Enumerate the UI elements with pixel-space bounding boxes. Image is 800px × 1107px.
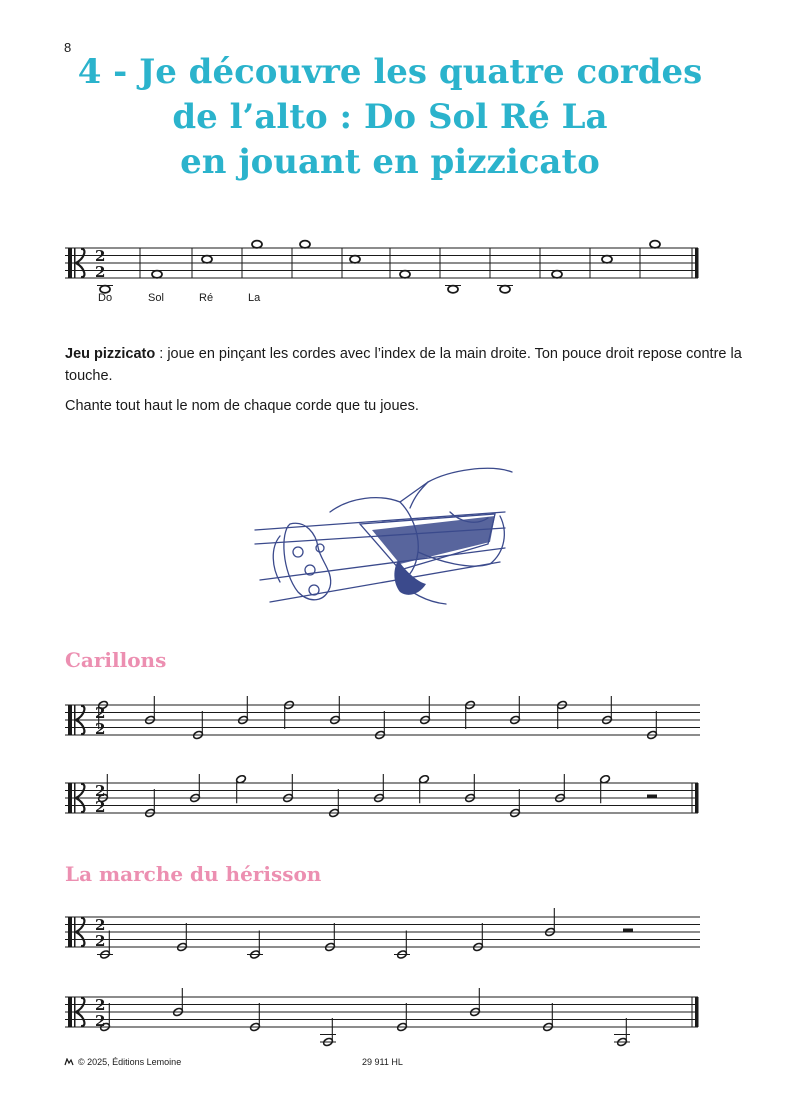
half-note: [172, 988, 183, 1017]
note-name-sol: Sol: [148, 292, 164, 304]
time-sig-bottom: 2: [95, 720, 106, 738]
time-sig-top: 2: [95, 704, 106, 722]
time-sig-top: 2: [95, 247, 106, 265]
half-note: [322, 1018, 333, 1047]
half-note: [249, 1003, 260, 1032]
title-line-3: en jouant en pizzicato: [180, 142, 600, 182]
time-sig-bottom: 2: [95, 932, 106, 950]
lemoine-logo-icon: [64, 1058, 74, 1066]
section-title-carillons: Carillons: [65, 648, 167, 672]
instruction-sing: Chante tout haut le nom de chaque corde que tu joues.: [65, 398, 419, 414]
note-name-do: Do: [98, 292, 113, 304]
half-note: [396, 1003, 407, 1032]
title-line-1: 4 - Je découvre les quatre cordes: [77, 52, 703, 92]
final-barline-thick: [695, 997, 699, 1027]
instruction-term: Jeu pizzicato: [65, 346, 156, 362]
time-sig-bottom: 2: [95, 798, 106, 816]
title-line-2: de l’alto : Do Sol Ré La: [172, 97, 608, 137]
time-sig-top: 2: [95, 782, 106, 800]
time-sig-bottom: 2: [95, 1012, 106, 1030]
time-sig-top: 2: [95, 996, 106, 1014]
time-sig-top: 2: [95, 916, 106, 934]
section-title-herisson: La marche du hérisson: [65, 862, 322, 886]
copyright-text: © 2025, Éditions Lemoine: [78, 1057, 182, 1067]
half-note: [469, 988, 480, 1017]
time-sig-bottom: 2: [95, 263, 106, 281]
half-note: [616, 1018, 627, 1047]
half-note: [542, 1003, 553, 1032]
note-name-re: Ré: [199, 292, 214, 304]
footer-catalog-number: 29 911 HL: [362, 1057, 403, 1067]
instruction-text: : joue en pinçant les cordes avec l’index de la main droite. Ton pouce droit repose contre la touche.: [65, 346, 742, 384]
footer-copyright: [64, 1057, 181, 1067]
note-name-la: La: [248, 292, 261, 304]
page-number: 8: [64, 40, 72, 55]
